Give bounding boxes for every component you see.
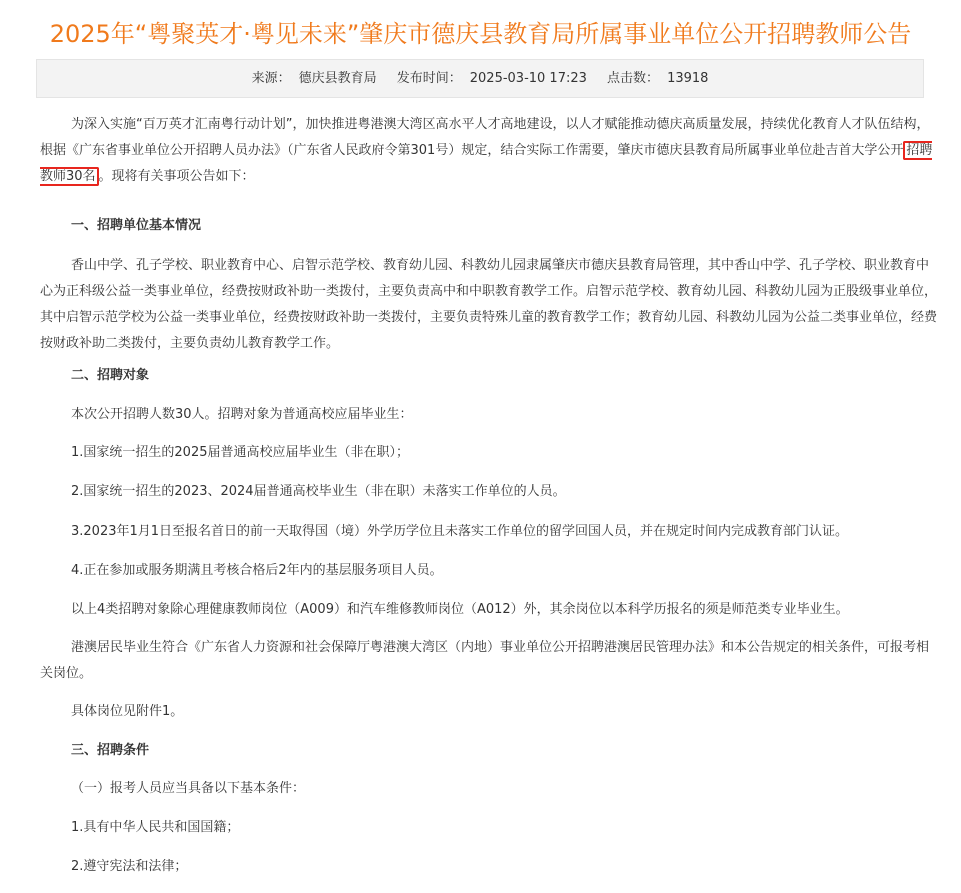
section-2-intro: 本次公开招聘人数30人。招聘对象为普通高校应届毕业生： (71, 407, 413, 422)
highlighted-recruit-count: 招聘教师30名 (40, 143, 933, 184)
intro-text-1: 为深入实施“百万英才汇南粤行动计划”，加快推进粤港澳大湾区高水平人才高地建设，以人才赋能推动德庆高质量发展，持续优化教育人才队伍结构，根据《广东省事业单位公开招聘人员办法》（广东省人民政府令第301号）规定，结合实际工作需要，肇庆市德庆县教育局所属事业单位赴吉首大学公开 (40, 117, 930, 158)
article-title: 2025年“粤聚英才·粤见未来”肇庆市德庆县教育局所属事业单位公开招聘教师公告 (49, 20, 912, 48)
meta-hits-value: 13918 (667, 71, 709, 86)
section-1-heading: 一、招聘单位基本情况 (71, 218, 202, 233)
meta-source-value: 德庆县教育局 (298, 71, 377, 86)
meta-source (248, 71, 381, 86)
article-body (40, 112, 940, 190)
intro-paragraph (40, 112, 940, 190)
section-3-item-2-wrap (71, 841, 941, 893)
section-2-item-3: 3.2023年1月1日至报名首日的前一天取得国（境）外学历学位且未落实工作单位的留学回国人员，并在规定时间内完成教育部门认证。 (71, 524, 849, 539)
meta-time-label: 发布时间： (396, 71, 462, 86)
meta-time-value: 2025-03-10 17:23 (469, 71, 587, 86)
section-2-item-2: 2.国家统一招生的2023、2024届普通高校毕业生（非在职）未落实工作单位的人员。 (71, 484, 566, 499)
section-2-note: 以上4类招聘对象除心理健康教师岗位（A009）和汽车维修教师岗位（A012）外，其余岗位以本科学历报名的须是师范类专业毕业生。 (71, 602, 849, 617)
section-3-subheading: （一）报考人员应当具备以下基本条件： (71, 781, 306, 796)
section-1-paragraph: 香山中学、孔子学校、职业教育中心、启智示范学校、教育幼儿园、科教幼儿园隶属肇庆市德庆县教育局管理，其中香山中学、孔子学校、职业教育中心为正科级公益一类事业单位，经费按财政补助一类拨付，主要负责高中和中职教育教学工作。启智示范学校、教育幼儿园、科教幼儿园为正股级事业单位，其中启智示范学校为公益一类事业单位，经费按财政补助一类拨付，主要负责特殊儿童的教育教学工作；教育幼儿园、科教幼儿园为公益二类事业单位，经费按财政补助二类拨付，主要负责幼儿教育教学工作。 (40, 258, 938, 351)
meta-time (393, 71, 591, 86)
section-2-attachment-note: 具体岗位见附件1。 (71, 704, 184, 719)
section-2-item-1: 1.国家统一招生的2025届普通高校应届毕业生（非在职）； (71, 445, 409, 460)
meta-hits-label: 点击数： (607, 71, 660, 86)
meta-source-label: 来源： (251, 71, 291, 86)
section-3-heading: 三、招聘条件 (71, 743, 150, 758)
article-meta-bar (36, 59, 924, 98)
section-2-heading: 二、招聘对象 (71, 368, 150, 383)
intro-text-2: 。现将有关事项公告如下： (98, 169, 255, 184)
section-3-item-1: 1.具有中华人民共和国国籍； (71, 820, 240, 835)
meta-hits (603, 71, 712, 86)
section-2-hk-macao: 港澳居民毕业生符合《广东省人力资源和社会保障厅粤港澳大湾区（内地）事业单位公开招聘港澳居民管理办法》和本公告规定的相关条件，可报考相关岗位。 (40, 640, 930, 681)
section-3-item-2: 2.遵守宪法和法律； (71, 859, 188, 874)
section-2-item-4: 4.正在参加或服务期满且考核合格后2年内的基层服务项目人员。 (71, 563, 443, 578)
